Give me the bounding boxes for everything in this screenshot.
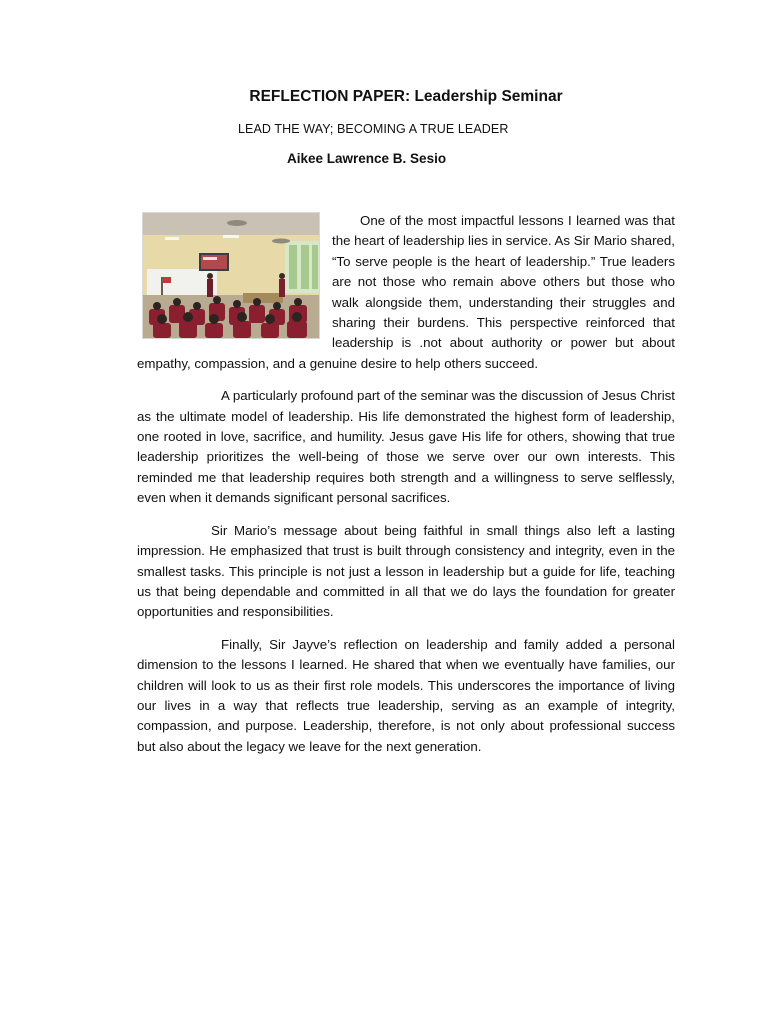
document-title: REFLECTION PAPER: Leadership Seminar <box>249 88 563 105</box>
paragraph-2-text: A particularly profound part of the seminar was the discussion of Jesus Christ as the ultimate model of leadership. His life demonstrated the highest form of leadership, one rooted in love, sacrifice, and humility. Jesus gave His life for others, showing that true leadership prioritizes the well-being of those we serve over our own interests. This reminded me that leadership requires both strength and a willingness to serve selflessly, even when it demands significant personal sacrifices. <box>137 388 675 506</box>
paragraph-1-text: One of the most impactful lessons I learned was that the heart of leadership lies in service. As Sir Mario shared, “To serve people is the heart of leadership.” True leaders are not those who remain above others but those who walk alongside them, understanding their struggles and sharing their burdens. This perspective reinforced that leadership is .not about authority or power but about empathy, compassion, and a genuine desire to help others succeed. <box>137 213 675 371</box>
paragraph-2 <box>137 386 675 508</box>
paragraph-3-text: Sir Mario’s message about being faithful in small things also left a lasting impression. He emphasized that trust is built through consistency and integrity, even in the smallest tasks. This principle is not just a lesson in leadership but a guide for life, teaching us that being dependable and committed in all that we do lays the foundation for greater opportunities and responsibilities. <box>137 522 675 620</box>
author-name: Aikee Lawrence B. Sesio <box>287 151 447 166</box>
paragraph-4-text: Finally, Sir Jayve’s reflection on leadership and family added a personal dimension to the lessons I learned. He shared that when we eventually have families, our children will look to us as their first role models. This underscores the importance of living our lives in a way that reflects true leadership, serving as an example of integrity, compassion, and purpose. Leadership, therefore, is not only about professional success but also about the legacy we leave for the next generation. <box>137 636 675 754</box>
document-body <box>137 211 675 769</box>
paragraph-3 <box>137 521 675 623</box>
seminar-photo <box>142 212 320 339</box>
document-subtitle: LEAD THE WAY; BECOMING A TRUE LEADER <box>238 122 509 136</box>
paragraph-4 <box>137 635 675 757</box>
